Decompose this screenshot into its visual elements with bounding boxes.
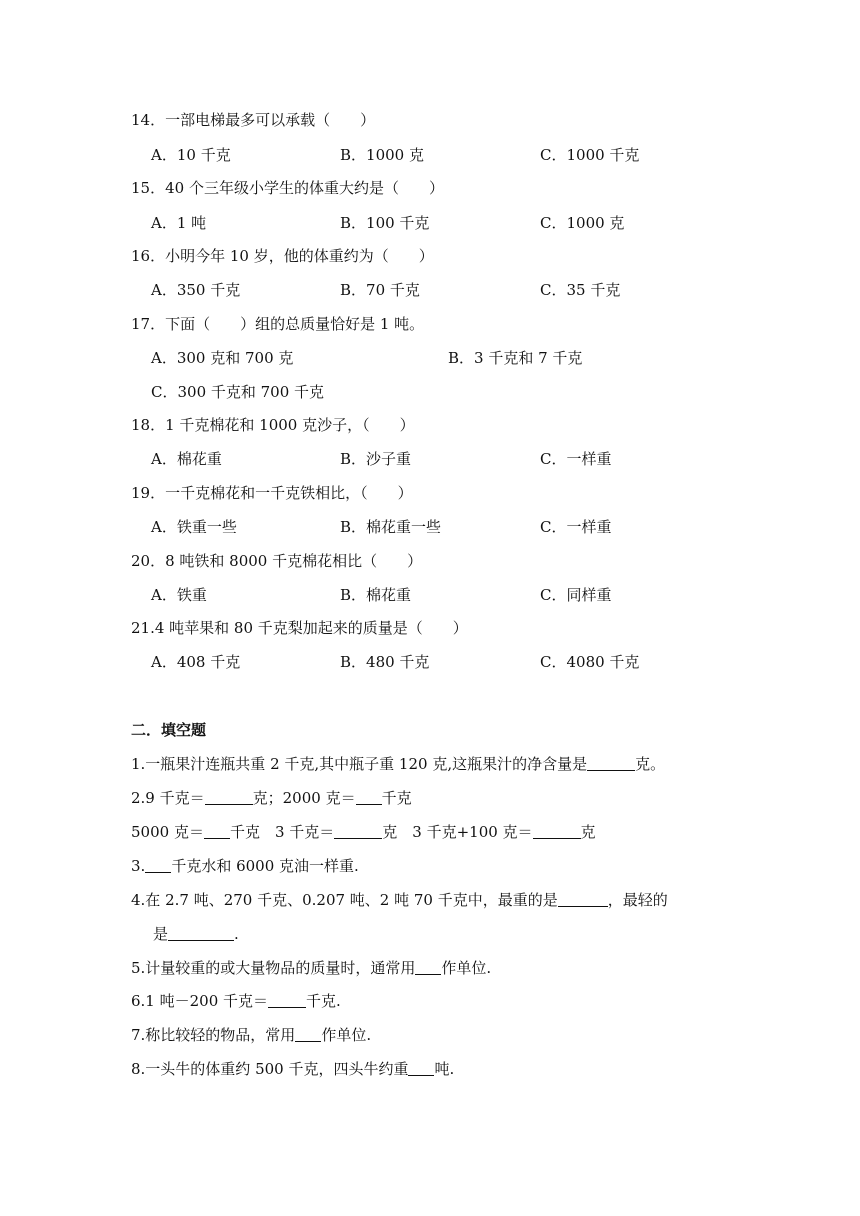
fill-question-4-text-b: ，最轻的	[607, 891, 668, 909]
question-21-stem: 21.4 吨苹果和 80 千克梨加起来的质量是（ ）	[131, 619, 468, 637]
fill-question-7-text-a: 7.称比较轻的物品，常用	[131, 1026, 296, 1044]
question-15-option-c[interactable]: C．1000 克	[540, 214, 625, 232]
fill-question-4-text-c: 是	[153, 925, 169, 943]
question-15-option-a[interactable]: A．1 吨	[151, 214, 207, 232]
fill-question-2-text-a: 2.9 千克＝	[131, 789, 205, 807]
fill-question-6-text-b: 千克.	[306, 992, 341, 1010]
question-18-option-b[interactable]: B．沙子重	[340, 450, 412, 468]
fill-question-1-unit: 克。	[635, 755, 666, 773]
question-14-option-c[interactable]: C．1000 千克	[540, 146, 640, 164]
section-title: 二．填空题	[131, 721, 207, 739]
answer-blank[interactable]	[334, 823, 382, 839]
fill-question-5-text-b: 作单位.	[441, 959, 492, 977]
question-19-option-b[interactable]: B．棉花重一些	[340, 518, 442, 536]
fill-question-7	[131, 1025, 371, 1045]
question-19-stem: 19．一千克棉花和一千克铁相比，（ ）	[131, 484, 413, 502]
question-17-option-c[interactable]: C．300 千克和 700 千克	[151, 383, 325, 401]
answer-blank[interactable]	[205, 789, 253, 805]
question-20-option-a[interactable]: A．铁重	[151, 586, 207, 604]
fill-question-3-number: 3.	[131, 857, 146, 875]
answer-blank[interactable]	[204, 823, 230, 839]
fill-question-8	[131, 1059, 454, 1079]
fill-question-4-line1	[131, 890, 668, 910]
answer-blank[interactable]	[587, 755, 635, 771]
question-21-option-c[interactable]: C．4080 千克	[540, 653, 640, 671]
question-15-option-b[interactable]: B．100 千克	[340, 214, 430, 232]
question-18-stem: 18．1 千克棉花和 1000 克沙子，（ ）	[131, 416, 415, 434]
question-14-option-a[interactable]: A．10 千克	[151, 146, 231, 164]
question-19-option-c[interactable]: C．一样重	[540, 518, 612, 536]
fill-question-4-text-d: .	[234, 925, 239, 943]
answer-blank[interactable]	[408, 1060, 434, 1076]
fill-question-1-text: 1.一瓶果汁连瓶共重 2 千克,其中瓶子重 120 克,这瓶果汁的净含量是	[131, 755, 588, 773]
question-16-option-a[interactable]: A．350 千克	[151, 281, 241, 299]
fill-question-2-text-e: 千克 3 千克＝	[229, 823, 335, 841]
answer-blank[interactable]	[295, 1026, 321, 1042]
fill-question-8-text-a: 8.一头牛的体重约 500 千克，四头牛约重	[131, 1060, 409, 1078]
question-20-stem: 20．8 吨铁和 8000 千克棉花相比（ ）	[131, 552, 423, 570]
fill-question-8-text-b: 吨.	[434, 1060, 455, 1078]
question-18-option-a[interactable]: A．棉花重	[151, 450, 222, 468]
answer-blank[interactable]	[168, 925, 234, 941]
question-20-option-b[interactable]: B．棉花重	[340, 586, 412, 604]
question-20-option-c[interactable]: C．同样重	[540, 586, 612, 604]
answer-blank[interactable]	[268, 992, 306, 1008]
fill-question-6-text-a: 6.1 吨－200 千克＝	[131, 992, 269, 1010]
fill-question-2-text-d: 5000 克＝	[131, 823, 204, 841]
question-16-stem: 16．小明今年 10 岁，他的体重约为（ ）	[131, 247, 434, 265]
question-15-stem: 15．40 个三年级小学生的体重大约是（ ）	[131, 179, 444, 197]
question-21-option-a[interactable]: A．408 千克	[151, 653, 241, 671]
fill-question-1	[131, 754, 665, 774]
fill-question-2-line2	[131, 822, 596, 842]
question-18-option-c[interactable]: C．一样重	[540, 450, 612, 468]
question-14-stem: 14．一部电梯最多可以承载（ ）	[131, 111, 376, 129]
fill-question-3-text: 千克水和 6000 克油一样重.	[171, 857, 359, 875]
fill-question-7-text-b: 作单位.	[321, 1026, 372, 1044]
fill-question-6	[131, 991, 341, 1011]
fill-question-5	[131, 958, 491, 978]
fill-question-4-text-a: 4.在 2.7 吨、270 千克、0.207 吨、2 吨 70 千克中，最重的是	[131, 891, 558, 909]
fill-question-2-line1	[131, 788, 412, 808]
fill-question-2-text-f: 克 3 千克+100 克＝	[382, 823, 533, 841]
question-19-option-a[interactable]: A．铁重一些	[151, 518, 237, 536]
fill-question-2-text-c: 千克	[381, 789, 412, 807]
fill-question-2-text-b: 克；2000 克＝	[252, 789, 356, 807]
fill-question-4-line2	[153, 924, 239, 944]
question-16-option-c[interactable]: C．35 千克	[540, 281, 621, 299]
answer-blank[interactable]	[145, 857, 171, 873]
answer-blank[interactable]	[415, 959, 441, 975]
question-17-option-b[interactable]: B．3 千克和 7 千克	[448, 349, 583, 367]
answer-blank[interactable]	[558, 891, 608, 907]
question-14-option-b[interactable]: B．1000 克	[340, 146, 424, 164]
answer-blank[interactable]	[533, 823, 581, 839]
question-17-option-a[interactable]: A．300 克和 700 克	[151, 349, 294, 367]
fill-question-3	[131, 856, 359, 876]
question-17-stem: 17．下面（ ）组的总质量恰好是 1 吨。	[131, 315, 425, 333]
question-16-option-b[interactable]: B．70 千克	[340, 281, 420, 299]
fill-question-5-text-a: 5.计量较重的或大量物品的质量时，通常用	[131, 959, 416, 977]
answer-blank[interactable]	[356, 789, 382, 805]
question-21-option-b[interactable]: B．480 千克	[340, 653, 430, 671]
fill-question-2-text-g: 克	[580, 823, 596, 841]
